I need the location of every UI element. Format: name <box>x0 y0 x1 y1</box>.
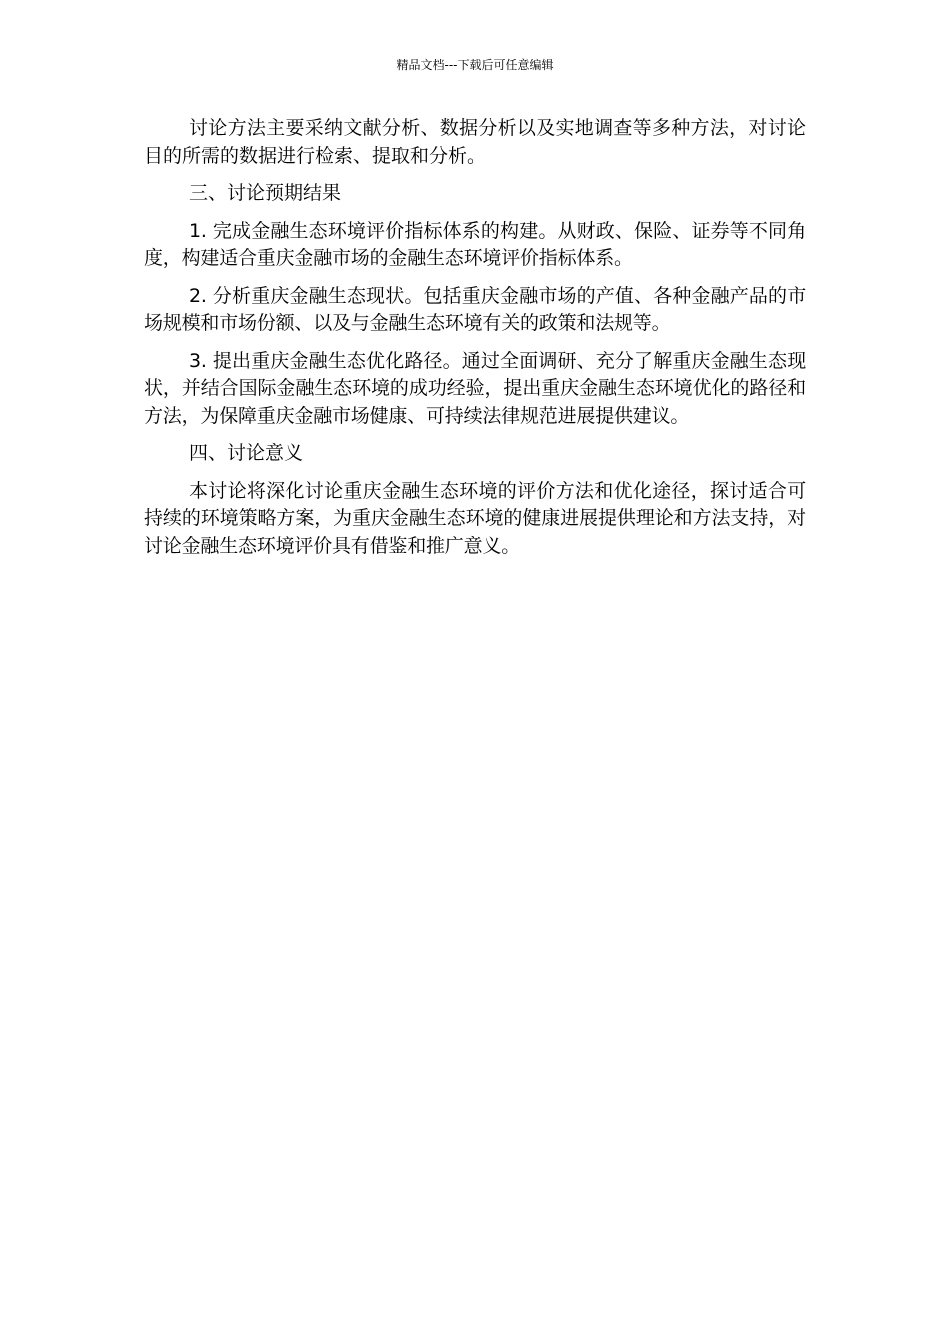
paragraph-methods: 讨论方法主要采纳文献分析、数据分析以及实地调查等多种方法，对讨论目的所需的数据进行检索、提取和分析。 <box>144 117 806 167</box>
section-heading-significance: 四、讨论意义 <box>189 442 304 464</box>
page-header: 精品文档---下载后可任意编辑 <box>396 58 554 72</box>
section-heading-expected-results: 三、讨论预期结果 <box>189 182 342 204</box>
paragraph-result-1: 1. 完成金融生态环境评价指标体系的构建。从财政、保险、证券等不同角度，构建适合重庆金融市场的金融生态环境评价指标体系。 <box>144 219 806 269</box>
paragraph-result-3: 3. 提出重庆金融生态优化路径。通过全面调研、充分了解重庆金融生态现状，并结合国际金融生态环境的成功经验，提出重庆金融生态环境优化的路径和方法，为保障重庆金融市场健康、可持续法律规范进展提供建议。 <box>144 349 806 427</box>
paragraph-significance: 本讨论将深化讨论重庆金融生态环境的评价方法和优化途径，探讨适合可持续的环境策略方案，为重庆金融生态环境的健康进展提供理论和方法支持，对讨论金融生态环境评价具有借鉴和推广意义。 <box>144 479 806 557</box>
document-body <box>144 115 806 570</box>
paragraph-result-2: 2. 分析重庆金融生态现状。包括重庆金融市场的产值、各种金融产品的市场规模和市场份额、以及与金融生态环境有关的政策和法规等。 <box>144 284 806 334</box>
